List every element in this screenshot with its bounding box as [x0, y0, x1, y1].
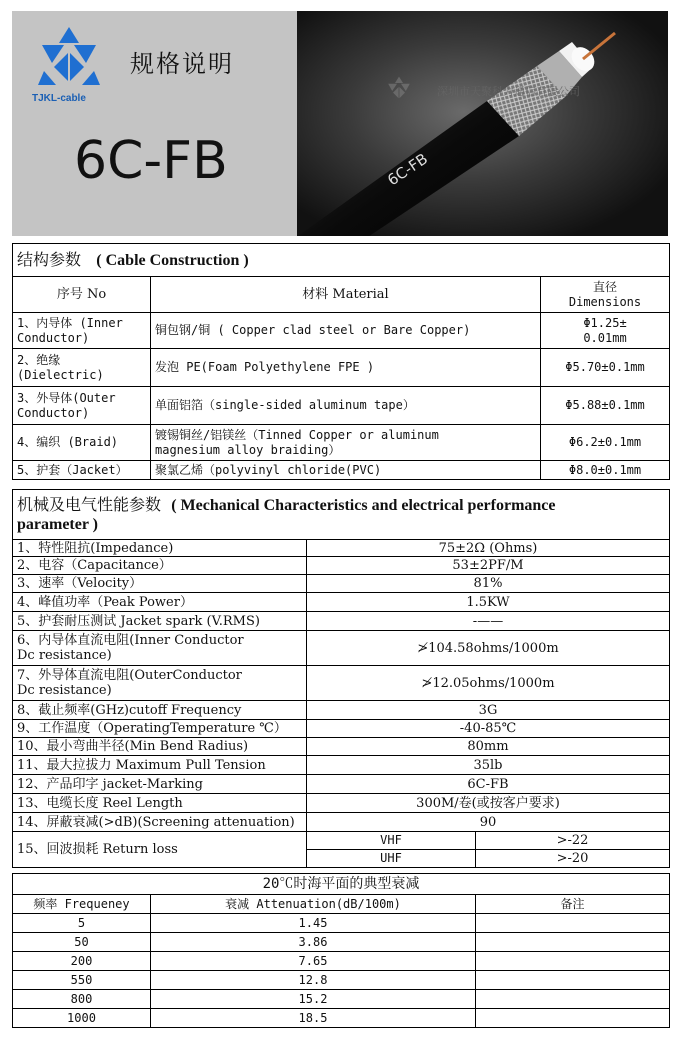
param-value: 35lb	[307, 756, 670, 775]
col-header-no: 序号 No	[13, 277, 151, 313]
param-value: -——	[307, 612, 670, 631]
logo-text: TJKL-cable	[32, 93, 86, 104]
note-cell	[476, 952, 670, 971]
cable-print-text: 6C-FB	[384, 149, 432, 190]
table-row	[13, 461, 670, 480]
param-label: 5、护套耐压测试 Jacket spark (V.RMS)	[13, 612, 307, 631]
param-value: 1.5KW	[307, 593, 670, 612]
table-row	[13, 1009, 670, 1028]
param-value: 80mm	[307, 738, 670, 756]
param-label: 7、外导体直流电阻(OuterConductor Dc resistance)	[13, 666, 307, 701]
param-value: 53±2PF/M	[307, 557, 670, 575]
param-value: -40-85℃	[307, 720, 670, 738]
mechanical-title	[13, 490, 670, 540]
col-header-note: 备注	[476, 895, 670, 914]
construction-dim: Φ6.2±0.1mm	[541, 425, 670, 461]
param-value: 6C-FB	[307, 775, 670, 794]
param-label: 10、最小弯曲半径(Min Bend Radius)	[13, 738, 307, 756]
param-label: 4、峰值功率（Peak Power）	[13, 593, 307, 612]
col-header-attenuation: 衰减 Attenuation(dB/100m)	[151, 895, 476, 914]
table-row	[13, 313, 670, 349]
table-row	[13, 666, 670, 701]
construction-dim: Φ1.25± 0.01mm	[541, 313, 670, 349]
spec-title: 规格说明	[130, 50, 234, 78]
freq-cell: 1000	[13, 1009, 151, 1028]
param-value: 3G	[307, 701, 670, 720]
table-row	[13, 575, 670, 593]
mechanical-title-en: ( Mechanical Characteristics and electrical performance parameter )	[17, 496, 556, 533]
table-row	[13, 813, 670, 832]
table-row	[13, 952, 670, 971]
table-row	[13, 775, 670, 794]
freq-cell: 800	[13, 990, 151, 1009]
note-cell	[476, 971, 670, 990]
vhf-value: >-22	[476, 832, 670, 850]
model-title: 6C-FB	[74, 131, 228, 191]
table-row	[13, 832, 670, 850]
construction-no: 1、内导体 (Inner Conductor)	[13, 313, 151, 349]
attenuation-title: 20℃时海平面的典型衰减	[13, 874, 670, 895]
watermark-company: 深圳市天聚科力通信有限公司	[437, 85, 580, 98]
mechanical-title-cn: 机械及电气性能参数	[17, 494, 162, 514]
header-left-panel	[12, 11, 297, 236]
construction-no: 5、护套（Jacket）	[13, 461, 151, 480]
col-header-frequency: 频率 Frequeney	[13, 895, 151, 914]
mechanical-table	[12, 489, 670, 868]
note-cell	[476, 914, 670, 933]
freq-cell: 50	[13, 933, 151, 952]
table-row	[13, 612, 670, 631]
param-label: 9、工作温度（OperatingTemperature ℃）	[13, 720, 307, 738]
table-row	[13, 738, 670, 756]
construction-dim: Φ5.70±0.1mm	[541, 349, 670, 387]
construction-no: 3、外导体(Outer Conductor)	[13, 387, 151, 425]
att-cell: 3.86	[151, 933, 476, 952]
table-row	[13, 971, 670, 990]
table-row	[13, 425, 670, 461]
att-cell: 7.65	[151, 952, 476, 971]
table-row	[13, 387, 670, 425]
construction-material: 镀锡铜丝/铝镁丝（Tinned Copper or aluminum magnesium alloy braiding）	[151, 425, 541, 461]
param-value: 81%	[307, 575, 670, 593]
freq-cell: 550	[13, 971, 151, 990]
cable-illustration	[297, 11, 668, 236]
freq-cell: 200	[13, 952, 151, 971]
construction-title-en: ( Cable Construction )	[96, 252, 249, 269]
param-value: ≯12.05ohms/1000m	[307, 666, 670, 701]
col-header-material: 材料 Material	[151, 277, 541, 313]
note-cell	[476, 990, 670, 1009]
construction-dim: Φ8.0±0.1mm	[541, 461, 670, 480]
table-row	[13, 794, 670, 813]
attenuation-table	[12, 873, 670, 1028]
construction-material: 单面铝箔（single-sided aluminum tape）	[151, 387, 541, 425]
param-value: 90	[307, 813, 670, 832]
table-row	[13, 540, 670, 557]
header-banner	[12, 11, 668, 236]
param-label: 1、特性阻抗(Impedance)	[13, 540, 307, 557]
uhf-label: UHF	[307, 850, 476, 868]
table-row	[13, 557, 670, 575]
construction-dim: Φ5.88±0.1mm	[541, 387, 670, 425]
table-row	[13, 914, 670, 933]
param-label: 14、屏蔽衰减(>dB)(Screening attenuation)	[13, 813, 307, 832]
table-row	[13, 631, 670, 666]
table-row	[13, 720, 670, 738]
construction-material: 发泡 PE(Foam Polyethylene FPE )	[151, 349, 541, 387]
cable-photo	[297, 11, 668, 236]
table-row	[13, 756, 670, 775]
param-label: 8、截止频率(GHz)cutoff Frequency	[13, 701, 307, 720]
vhf-label: VHF	[307, 832, 476, 850]
note-cell	[476, 1009, 670, 1028]
param-label: 3、速率（Velocity）	[13, 575, 307, 593]
construction-title-cn: 结构参数	[17, 250, 82, 269]
construction-title	[13, 244, 670, 277]
att-cell: 1.45	[151, 914, 476, 933]
col-header-dimensions: 直径 Dimensions	[541, 277, 670, 313]
table-row	[13, 701, 670, 720]
param-label: 6、内导体直流电阻(Inner Conductor Dc resistance)	[13, 631, 307, 666]
company-logo-icon	[34, 23, 104, 93]
param-label: 11、最大拉拔力 Maximum Pull Tension	[13, 756, 307, 775]
param-label: 13、电缆长度 Reel Length	[13, 794, 307, 813]
table-row	[13, 593, 670, 612]
att-cell: 18.5	[151, 1009, 476, 1028]
att-cell: 15.2	[151, 990, 476, 1009]
uhf-value: >-20	[476, 850, 670, 868]
return-loss-label: 15、回波损耗 Return loss	[13, 832, 307, 868]
table-row	[13, 349, 670, 387]
table-row	[13, 933, 670, 952]
param-value: 300M/卷(或按客户要求)	[307, 794, 670, 813]
construction-material: 聚氯乙烯（polyvinyl chloride(PVC)	[151, 461, 541, 480]
note-cell	[476, 933, 670, 952]
param-value: 75±2Ω (Ohms)	[307, 540, 670, 557]
param-label: 12、产品印字 jacket-Marking	[13, 775, 307, 794]
construction-no: 4、编织 (Braid)	[13, 425, 151, 461]
table-row	[13, 990, 670, 1009]
construction-no: 2、绝缘 (Dielectric)	[13, 349, 151, 387]
param-value: ≯104.58ohms/1000m	[307, 631, 670, 666]
freq-cell: 5	[13, 914, 151, 933]
att-cell: 12.8	[151, 971, 476, 990]
param-label: 2、电容（Capacitance）	[13, 557, 307, 575]
watermark-logo-icon	[385, 75, 413, 103]
construction-table	[12, 243, 670, 480]
construction-material: 铜包钢/铜 ( Copper clad steel or Bare Copper)	[151, 313, 541, 349]
